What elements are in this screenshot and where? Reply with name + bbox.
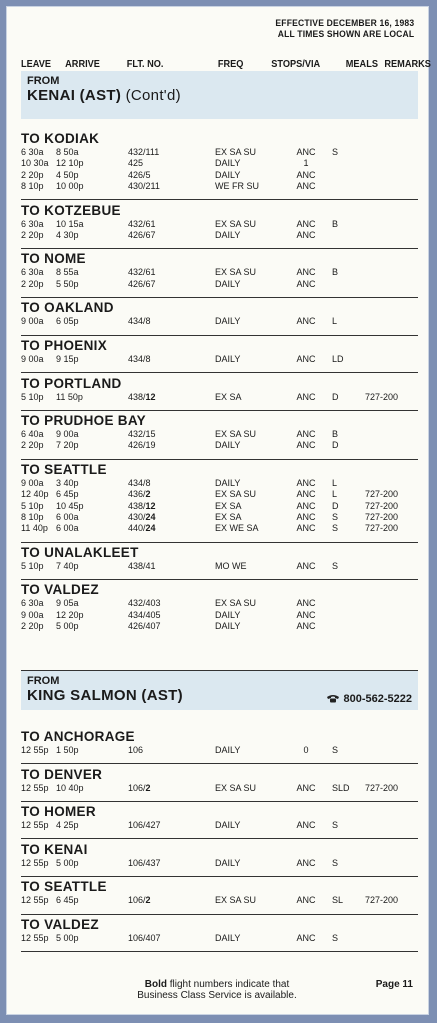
flight-number: 434/8 [128,353,151,364]
destination-to-oakland: TO OAKLAND [21,300,114,316]
frequency: DAILY [215,857,241,868]
stops-via: ANC [296,609,316,620]
destination-section [21,767,418,802]
telephone-icon [326,694,340,703]
stops-via: ANC [296,598,316,609]
leave-time: 5 10p [21,500,44,511]
destination-to-homer: TO HOMER [21,804,96,820]
flight-row [21,267,418,278]
section-divider [21,459,418,460]
leave-time: 2 20p [21,440,44,451]
times-note: ALL TIMES SHOWN ARE LOCAL [277,29,414,40]
destination-section [21,462,418,543]
destination-section [21,413,418,460]
flight-number: 106/2 [128,895,151,906]
destination-to-anchorage: TO ANCHORAGE [21,729,135,744]
remarks: 727-200 [365,782,399,793]
stops-via: ANC [296,560,316,571]
meals: S [332,745,339,755]
flight-row [21,621,418,632]
section-divider [21,297,418,298]
leave-time: 12 55p [21,933,49,943]
remarks: 727-200 [365,895,399,906]
stops-via: ANC [296,278,316,289]
frequency: EX SA SU [215,598,257,609]
meals: D [332,391,339,402]
destination-section [21,203,418,250]
destination-to-seattle: TO SEATTLE [21,879,107,895]
arrive-time: 6 05p [56,316,79,327]
flight-row [21,170,418,181]
arrive-time: 11 50p [56,391,83,402]
frequency: DAILY [215,278,241,289]
destination-section [21,917,418,952]
flight-number: 434/8 [128,478,151,488]
arrive-time: 5 50p [56,278,79,289]
origin-city-name: KENAI (AST) [27,87,122,104]
leave-time: 12 55p [21,782,49,793]
meals: LD [332,353,344,364]
meals: B [332,429,339,440]
destination-section [21,545,418,580]
arrive-time: 10 40p [56,782,84,793]
stops-via: 0 [303,745,309,755]
origin-city-name: KING SALMON (AST) [27,687,183,704]
meals: S [332,820,339,831]
frequency: DAILY [215,478,241,488]
leave-time: 12 55p [21,820,49,831]
flight-row [21,158,418,169]
flight-row [21,219,418,230]
destination-to-phoenix: TO PHOENIX [21,337,108,353]
section-divider [21,579,418,580]
leave-time: 9 00a [21,316,44,327]
frequency: DAILY [215,229,241,240]
flight-row [21,895,418,906]
effective-date: EFFECTIVE DECEMBER 16, 1983 [275,18,414,29]
flight-row [21,598,418,609]
flight-number: 440/24 [128,523,156,534]
frequency: MO WE [215,560,247,571]
flight-row [21,523,418,534]
leave-time: 2 20p [21,169,44,180]
stops-via: ANC [296,229,316,240]
frequency: DAILY [215,820,241,831]
col-leave: LEAVE [21,59,52,70]
leave-time: 6 30a [21,598,44,609]
leave-time: 6 40a [21,429,44,440]
destination-to-seattle: TO SEATTLE [21,462,107,477]
stops-via: ANC [296,782,316,793]
frequency: EX SA [215,500,242,511]
meals: D [332,440,339,451]
section-divider [21,335,418,336]
leave-time: 2 20p [21,620,44,631]
frequency: DAILY [215,609,241,620]
col-arrive: ARRIVE [65,59,100,70]
flight-number: 426/19 [128,440,156,451]
frequency: EX SA SU [215,267,257,278]
frequency: DAILY [215,158,241,169]
flight-number: 432/61 [128,218,156,229]
leave-time: 12 55p [21,745,49,755]
destination-to-kotzebue: TO KOTZEBUE [21,202,121,218]
footnote-bold: Bold [144,979,167,990]
flight-number: 426/67 [128,229,156,240]
leave-time: 12 55p [21,895,49,906]
arrive-time: 8 55a [56,267,79,278]
stops-via: ANC [296,218,316,229]
destination-section [21,131,418,200]
phone-number [326,693,412,705]
arrive-time: 6 45p [56,489,79,500]
flight-number: 106/2 [128,782,151,793]
meals: L [332,316,338,327]
flight-number: 438/41 [128,560,156,571]
stops-via: ANC [296,169,316,180]
arrive-time: 5 00p [56,933,79,943]
origin-city-cont: (Cont'd) [125,87,181,104]
leave-time: 8 10p [21,511,44,522]
leave-time: 11 40p [21,523,48,534]
section-divider [21,199,418,200]
destination-to-valdez: TO VALDEZ [21,582,99,598]
page-number: Page 11 [375,979,413,990]
section-divider [21,248,418,249]
flight-row [21,392,418,403]
section-divider [21,372,418,373]
flight-number: 430/211 [128,180,160,191]
frequency: EX SA SU [215,895,257,906]
stops-via: ANC [296,489,316,500]
flight-row [21,429,418,440]
meals: S [332,511,339,522]
frequency: DAILY [215,316,241,327]
origin-header [21,670,418,710]
stops-via: ANC [296,429,316,440]
meals: L [332,489,338,500]
section-divider [21,914,418,915]
section-divider [21,410,418,411]
leave-time: 6 30a [21,147,44,157]
leave-time: 9 00a [21,478,44,488]
effective-notice [275,18,414,40]
stops-via: ANC [296,147,316,157]
destination-to-portland: TO PORTLAND [21,375,122,391]
frequency: DAILY [215,745,241,755]
stops-via: ANC [296,500,316,511]
flight-row [21,147,418,158]
stops-via: ANC [296,511,316,522]
business-class-footnote [67,979,367,1001]
stops-via: ANC [296,478,316,488]
leave-time: 2 20p [21,278,44,289]
leave-time: 6 30a [21,267,44,278]
destination-section [21,729,418,764]
leave-time: 9 00a [21,609,44,620]
arrive-time: 5 00p [56,857,79,868]
frequency: EX WE SA [215,523,259,534]
frequency: EX SA SU [215,782,257,793]
frequency: EX SA SU [215,147,257,157]
arrive-time: 9 00a [56,429,79,440]
flight-row [21,512,418,523]
stops-via: ANC [296,353,316,364]
flight-row [21,745,418,756]
phone-text: 800-562-5222 [343,693,412,705]
origin-header [21,71,418,119]
flight-row [21,354,418,365]
remarks: 727-200 [365,391,399,402]
arrive-time: 12 10p [56,158,84,169]
stops-via: ANC [296,933,316,943]
arrive-time: 7 20p [56,440,79,451]
leave-time: 2 20p [21,229,44,240]
arrive-time: 4 50p [56,169,79,180]
frequency: EX SA [215,511,242,522]
meals: SLD [332,782,350,793]
destination-section [21,804,418,839]
arrive-time: 1 50p [56,745,79,755]
flight-number: 426/407 [128,620,161,631]
flight-number: 432/61 [128,267,156,278]
section-divider [21,542,418,543]
flight-number: 432/111 [128,147,160,157]
frequency: EX SA SU [215,429,257,440]
flight-row [21,820,418,831]
frequency: DAILY [215,169,241,180]
flight-number: 425 [128,158,144,169]
flight-number: 434/405 [128,609,161,620]
arrive-time: 4 30p [56,229,79,240]
flight-row [21,316,418,327]
frequency: DAILY [215,353,241,364]
stops-via: ANC [296,523,316,534]
leave-time: 6 30a [21,218,44,229]
footnote-text: flight numbers indicate that [166,979,290,990]
remarks: 727-200 [365,500,399,511]
meals: L [332,478,338,488]
leave-time: 9 00a [21,353,44,364]
flight-number: 432/15 [128,429,156,440]
leave-time: 12 40p [21,489,49,500]
arrive-time: 10 45p [56,500,84,511]
leave-time: 12 55p [21,857,49,868]
arrive-time: 6 45p [56,895,79,906]
arrive-time: 7 40p [56,560,79,571]
from-label: FROM [27,75,60,87]
destination-to-kenai: TO KENAI [21,841,88,857]
flight-row [21,610,418,621]
arrive-time: 9 05a [56,598,79,609]
frequency: DAILY [215,620,241,631]
flight-row [21,561,418,572]
meals: S [332,523,339,534]
stops-via: ANC [296,857,316,868]
stops-via: ANC [296,316,316,327]
flight-number: 106/427 [128,820,161,831]
flight-row [21,230,418,241]
arrive-time: 3 40p [56,478,79,488]
stops-via: ANC [296,440,316,451]
timetable-page [6,6,429,1015]
meals: S [332,857,339,868]
flight-row [21,181,418,192]
frequency: EX SA SU [215,218,257,229]
section-divider [21,838,418,839]
col-freq: FREQ [217,59,244,70]
leave-time: 5 10p [21,560,44,571]
col-stops-via: STOPS/VIA [271,59,321,70]
flight-number: 438/12 [128,500,156,511]
meals: SL [332,895,344,906]
frequency: WE FR SU [215,180,259,191]
stops-via: ANC [296,180,316,191]
section-divider [21,801,418,802]
destination-to-valdez: TO VALDEZ [21,917,99,932]
destination-section [21,300,418,335]
origin-city [27,87,418,105]
flight-number: 434/8 [128,316,151,327]
arrive-time: 12 20p [56,609,84,620]
flight-row [21,279,418,290]
stops-via: ANC [296,620,316,631]
arrive-time: 8 50a [56,147,79,157]
arrive-time: 5 00p [56,620,79,631]
destination-to-unalakleet: TO UNALAKLEET [21,544,139,560]
remarks: 727-200 [365,523,399,534]
leave-time: 10 30a [21,158,49,169]
frequency: EX SA [215,391,242,402]
flight-number: 430/24 [128,511,156,522]
destination-to-kodiak: TO KODIAK [21,131,100,146]
meals: S [332,933,339,943]
frequency: DAILY [215,933,241,943]
leave-time: 8 10p [21,180,44,191]
flight-number: 426/5 [128,169,151,180]
col-meals: MEALS [345,59,378,70]
arrive-time: 4 25p [56,820,79,831]
remarks: 727-200 [365,511,399,522]
frequency: DAILY [215,440,241,451]
flight-row [21,478,418,489]
destination-to-denver: TO DENVER [21,766,103,782]
destination-section [21,879,418,914]
destination-to-nome: TO NOME [21,251,86,267]
meals: S [332,560,339,571]
destination-section [21,842,418,877]
col-flt-no: FLT. NO. [126,59,164,70]
flight-number: 432/403 [128,598,161,609]
destination-section [21,376,418,411]
section-divider [21,763,418,764]
flight-row [21,489,418,500]
remarks: 727-200 [365,489,399,500]
destination-to-prudhoe-bay: TO PRUDHOE BAY [21,413,146,429]
col-remarks: REMARKS [384,59,431,70]
arrive-time: 10 15a [56,218,84,229]
meals: D [332,500,339,511]
from-label: FROM [27,675,60,687]
destination-section [21,251,418,298]
flight-number: 106 [128,745,144,755]
destination-section [21,338,418,373]
arrive-time: 10 00p [56,180,84,191]
flight-number: 438/12 [128,391,156,402]
meals: B [332,267,339,278]
meals: B [332,218,339,229]
section-divider [21,876,418,877]
flight-row [21,933,418,944]
stops-via: ANC [296,895,316,906]
flight-number: 106/437 [128,857,161,868]
section-divider [21,951,418,952]
flight-row [21,501,418,512]
meals: S [332,147,339,157]
arrive-time: 6 00a [56,511,79,522]
arrive-time: 9 15p [56,353,79,364]
arrive-time: 6 00a [56,523,79,534]
frequency: EX SA SU [215,489,257,500]
flight-number: 426/67 [128,278,156,289]
footnote-line2: Business Class Service is available. [137,990,297,1001]
flight-row [21,858,418,869]
flight-number: 106/407 [128,933,161,943]
stops-via: ANC [296,391,316,402]
flight-row [21,440,418,451]
stops-via: ANC [296,820,316,831]
stops-via: 1 [303,158,309,169]
flight-number: 436/2 [128,489,151,500]
leave-time: 5 10p [21,391,44,402]
flight-row [21,783,418,794]
stops-via: ANC [296,267,316,278]
destination-section [21,582,418,640]
